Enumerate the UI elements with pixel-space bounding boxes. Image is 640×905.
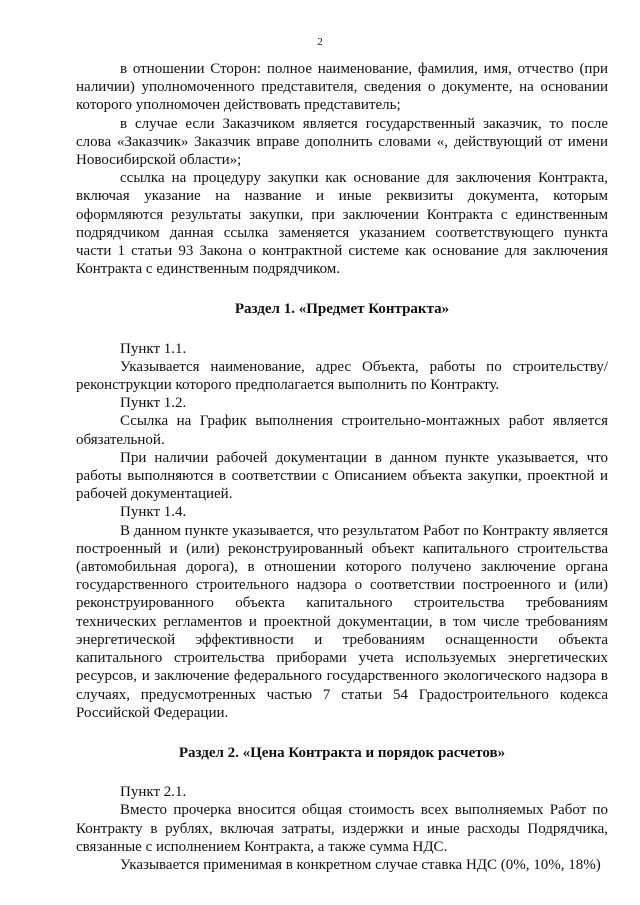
item-1-2-heading: Пункт 1.2. [120, 395, 187, 412]
section-title-1: Раздел 1. «Предмет Контракта» [234, 301, 450, 318]
page-number: 2 [317, 36, 323, 48]
item-1-4-heading: Пункт 1.4. [120, 504, 187, 521]
paragraph-parties-details: в отношении Сторон: полное наименование, фамилия, имя, отчество (при наличии) уполномоченного представителя, сведения о документе, на основании которого уполномочен действовать представитель; [76, 61, 608, 114]
paragraph-state-customer: в случае если Заказчиком является государственный заказчик, то после слова «Заказчик» Заказчик вправе дополнить словами «, действующий от имени Новосибирской области»; [76, 115, 608, 169]
item-1-1-heading: Пункт 1.1. [120, 340, 187, 357]
item-2-1-heading: Пункт 2.1. [120, 784, 187, 801]
document-body [76, 60, 608, 874]
paragraph-item-2-1-vat: Указывается применимая в конкретном случае ставка НДС (0%, 10%, 18%) [120, 856, 601, 873]
paragraph-item-1-2-schedule: Ссылка на График выполнения строительно-монтажных работ является обязательной. [76, 413, 608, 448]
paragraph-item-1-2-documentation: При наличии рабочей документации в данном пункте указывается, что работы выполняются в соответствии с Описанием объекта закупки, проектной и рабочей документацией. [76, 449, 608, 503]
paragraph-item-2-1-price: Вместо прочерка вносится общая стоимость всех выполняемых Работ по Контракту в рублях, включая затраты, издержки и иные расходы Подрядчика, связанные с исполнением Контракта, а также сумма НДС. [76, 802, 608, 855]
paragraph-item-1-4: В данном пункте указывается, что результатом Работ по Контракту является построенный и (или) реконструированный объект капитального строительства (автомобильная дорога), в отношении которого получено заключение органа государственного строительного надзора о соответствии построенного и (или) реконструированного объекта капитального строительства требованиям технических регламентов и проектной документации, в том числе требованиям энергетической эффективности и требованиям оснащенности объекта капитального строительства приборами учета используемых энергетических ресурсов, и заключение федерального государственного экологического надзора в случаях, предусмотренных частью 7 статьи 54 Градостроительного кодекса Российской Федерации. [76, 522, 608, 721]
section-title-2: Раздел 2. «Цена Контракта и порядок расчетов» [178, 744, 506, 761]
paragraph-item-1-1: Указывается наименование, адрес Объекта, работы по строительству/реконструкции которого предполагается выполнить по Контракту. [76, 358, 608, 394]
paragraph-procurement-reference: ссылка на процедуру закупки как основание для заключения Контракта, включая указание на название и иные реквизиты документа, которым оформляются результаты закупки, при заключении Контракта с единственным подрядчиком данная ссылка заменяется указанием соответствующего пункта части 1 статьи 93 Закона о контрактной системе как основание для заключения Контракта с единственным подрядчиком. [76, 170, 608, 278]
